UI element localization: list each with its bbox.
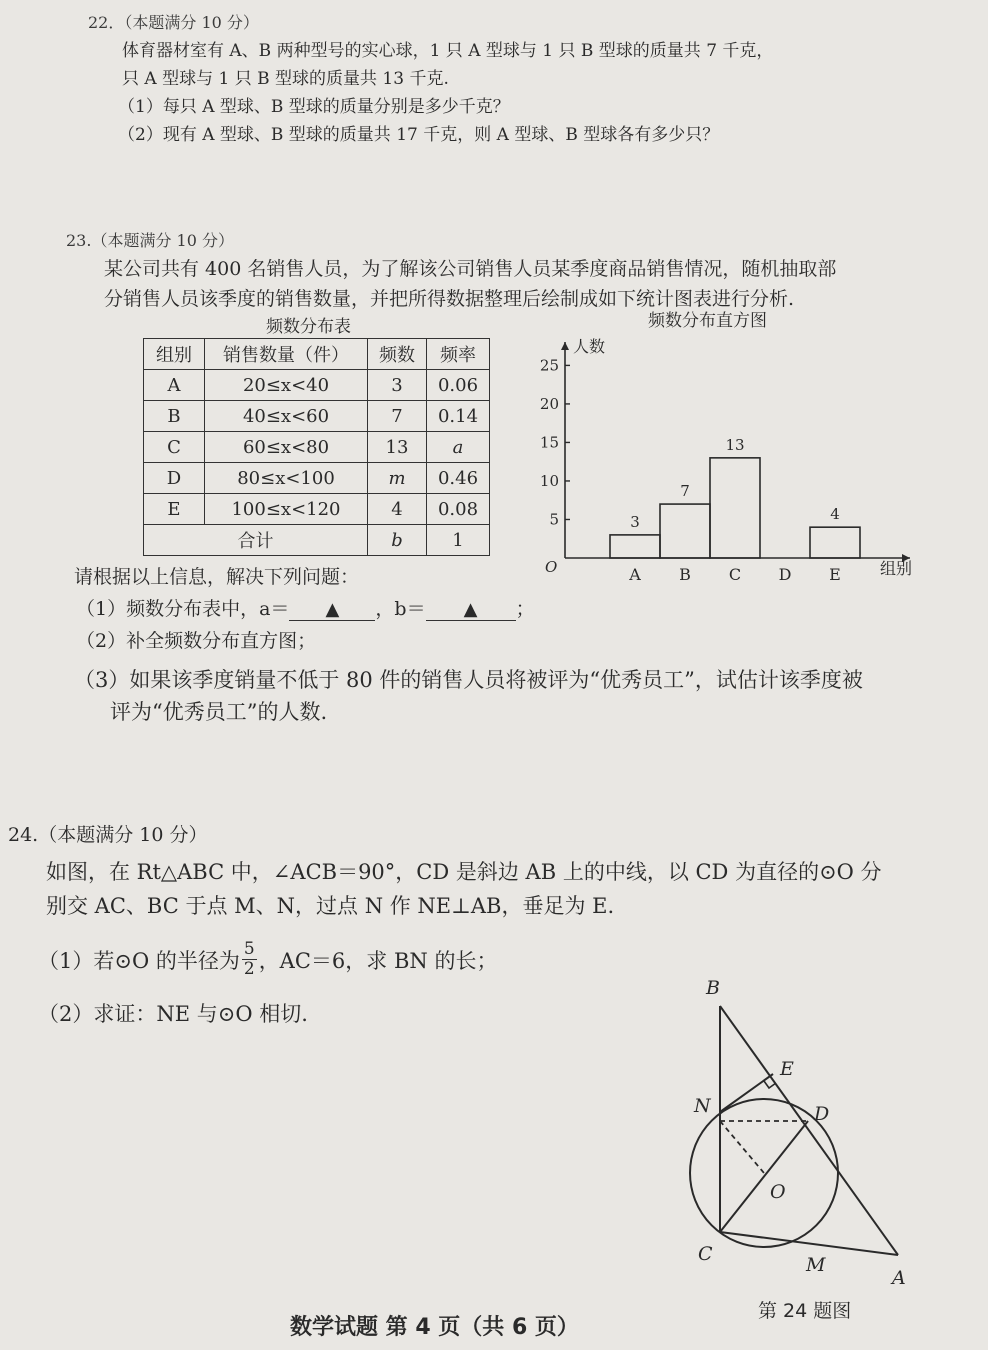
q24-part1 [38, 940, 497, 979]
q22-header: 22．（本题满分 10 分） [88, 13, 259, 32]
table-cell: 7 [368, 401, 427, 432]
table-cell: 100≤x<120 [205, 494, 368, 525]
table-cell: 0.14 [427, 401, 490, 432]
table-header-row [144, 339, 490, 370]
side-ca [720, 1232, 898, 1255]
q23-line2: 分销售人员该季度的销售数量，并把所得数据整理后绘制成如下统计图表进行分析. [104, 288, 795, 310]
geometry-figure [680, 970, 930, 1290]
triangle-mark-icon: ▲ [463, 599, 478, 620]
table-title: 频数分布表 [266, 317, 351, 337]
fraction-numerator: 5 [243, 939, 255, 959]
table-cell: A [144, 370, 205, 401]
x-tick-label: D [778, 565, 792, 580]
label-o: O [770, 1181, 786, 1203]
y-tick-label: 20 [539, 394, 559, 413]
header-cell: 频数 [368, 339, 427, 370]
q23-header: 23.（本题满分 10 分） [66, 231, 234, 250]
table-cell: 60≤x<80 [205, 432, 368, 463]
triangle-mark-icon: ▲ [325, 599, 340, 620]
bar-data-label: 7 [680, 482, 690, 501]
q22-line1: 体育器材室有 A、B 两种型号的实心球，1 只 A 型球与 1 只 B 型球的质量共 7 千克， [122, 41, 774, 61]
table-cell: B [144, 401, 205, 432]
bar-data-label: 3 [630, 512, 640, 531]
table-cell: 20≤x<40 [205, 370, 368, 401]
histogram-bar [810, 527, 860, 558]
q23-line1: 某公司共有 400 名销售人员，为了解该公司销售人员某季度商品销售情况，随机抽取部 [104, 258, 837, 280]
header-cell: 销售数量（件） [205, 339, 368, 370]
x-tick-label: A [629, 565, 641, 580]
label-c: C [698, 1243, 713, 1265]
table-row [144, 463, 490, 494]
part1-prefix: （1）频数分布表中，a＝ [76, 598, 290, 620]
x-tick-label: B [679, 565, 691, 580]
y-tick-label: 15 [539, 433, 559, 452]
table-cell: C [144, 432, 205, 463]
blank-b [426, 598, 516, 621]
part1-end: ； [515, 598, 535, 620]
part1-middle: ，b＝ [375, 598, 426, 620]
bar-data-label: 13 [725, 435, 745, 454]
table-total-row [144, 525, 490, 556]
dashed-no [720, 1121, 764, 1173]
q24-line1: 如图，在 Rt△ABC 中，∠ACB＝90°，CD 是斜边 AB 上的中线，以 CD 为直径的⊙O 分 [46, 860, 882, 884]
q24-part2: （2）求证：NE 与⊙O 相切. [38, 1002, 308, 1026]
figure-caption: 第 24 题图 [758, 1300, 852, 1322]
label-b: B [706, 977, 720, 999]
part1-prefix: （1）若⊙O 的半径为 [38, 948, 240, 973]
x-tick-label: E [829, 565, 841, 580]
table-cell: 0.06 [427, 370, 490, 401]
y-tick-label: 10 [539, 471, 559, 490]
side-ab [720, 1006, 898, 1255]
fraction-denominator: 2 [243, 959, 255, 979]
label-e: E [780, 1058, 794, 1080]
q23-part2: （2）补全频数分布直方图； [76, 630, 317, 652]
bar-data-label: 4 [830, 505, 840, 524]
table-cell: E [144, 494, 205, 525]
table-cell: 80≤x<100 [205, 463, 368, 494]
q23-part3-line1: （3）如果该季度销量不低于 80 件的销售人员将被评为“优秀员工”，试估计该季度被 [74, 668, 863, 692]
y-axis-label: 人数 [573, 337, 606, 356]
label-d: D [814, 1103, 830, 1125]
histogram-bar [710, 458, 760, 558]
table-cell: a [427, 432, 490, 463]
table-cell: 0.46 [427, 463, 490, 494]
y-tick-label: 25 [539, 356, 559, 375]
q22-part1: （1）每只 A 型球、B 型球的质量分别是多少千克？ [118, 97, 510, 117]
frequency-histogram [530, 330, 930, 580]
histogram-bar [610, 535, 660, 558]
header-cell: 组别 [144, 339, 205, 370]
header-cell: 频率 [427, 339, 490, 370]
q22-part2: （2）现有 A 型球、B 型球的质量共 17 千克，则 A 型球、B 型球各有多少只？ [118, 125, 720, 145]
q24-header: 24.（本题满分 10 分） [8, 824, 208, 846]
q23-prompt: 请根据以上信息，解决下列问题： [74, 566, 360, 588]
label-m: M [806, 1254, 826, 1276]
table-cell: 0.08 [427, 494, 490, 525]
label-a: A [892, 1267, 906, 1289]
table-cell: m [368, 463, 427, 494]
total-rate: 1 [427, 525, 490, 556]
fraction [242, 940, 257, 979]
total-label: 合计 [144, 525, 368, 556]
frequency-table [143, 338, 490, 556]
y-axis-arrow [561, 342, 569, 350]
page-footer: 数学试题 第 4 页（共 6 页） [290, 1315, 579, 1340]
q23-part3-line2: 评为“优秀员工”的人数. [110, 700, 328, 724]
table-cell: 40≤x<60 [205, 401, 368, 432]
table-row [144, 494, 490, 525]
chart-title: 频数分布直方图 [648, 311, 767, 331]
origin-label: O [545, 558, 558, 576]
x-axis-label: 组别 [880, 559, 913, 578]
table-cell: 3 [368, 370, 427, 401]
table-row [144, 370, 490, 401]
table-cell: 13 [368, 432, 427, 463]
q23-part1 [76, 594, 535, 621]
q24-line2: 别交 AC、BC 于点 M、N，过点 N 作 NE⊥AB，垂足为 E. [46, 894, 615, 918]
total-frequency: b [368, 525, 427, 556]
table-row [144, 432, 490, 463]
label-n: N [694, 1095, 711, 1117]
table-cell: 4 [368, 494, 427, 525]
histogram-bar [660, 504, 710, 558]
line-ne [720, 1074, 773, 1112]
q22-line2: 只 A 型球与 1 只 B 型球的质量共 13 千克. [122, 69, 449, 89]
table-cell: D [144, 463, 205, 494]
x-tick-label: C [728, 565, 742, 580]
table-row [144, 401, 490, 432]
y-tick-label: 5 [549, 510, 559, 529]
blank-a [289, 598, 375, 621]
histogram-bars [610, 458, 860, 558]
part1-suffix: ，AC＝6，求 BN 的长； [258, 948, 498, 973]
